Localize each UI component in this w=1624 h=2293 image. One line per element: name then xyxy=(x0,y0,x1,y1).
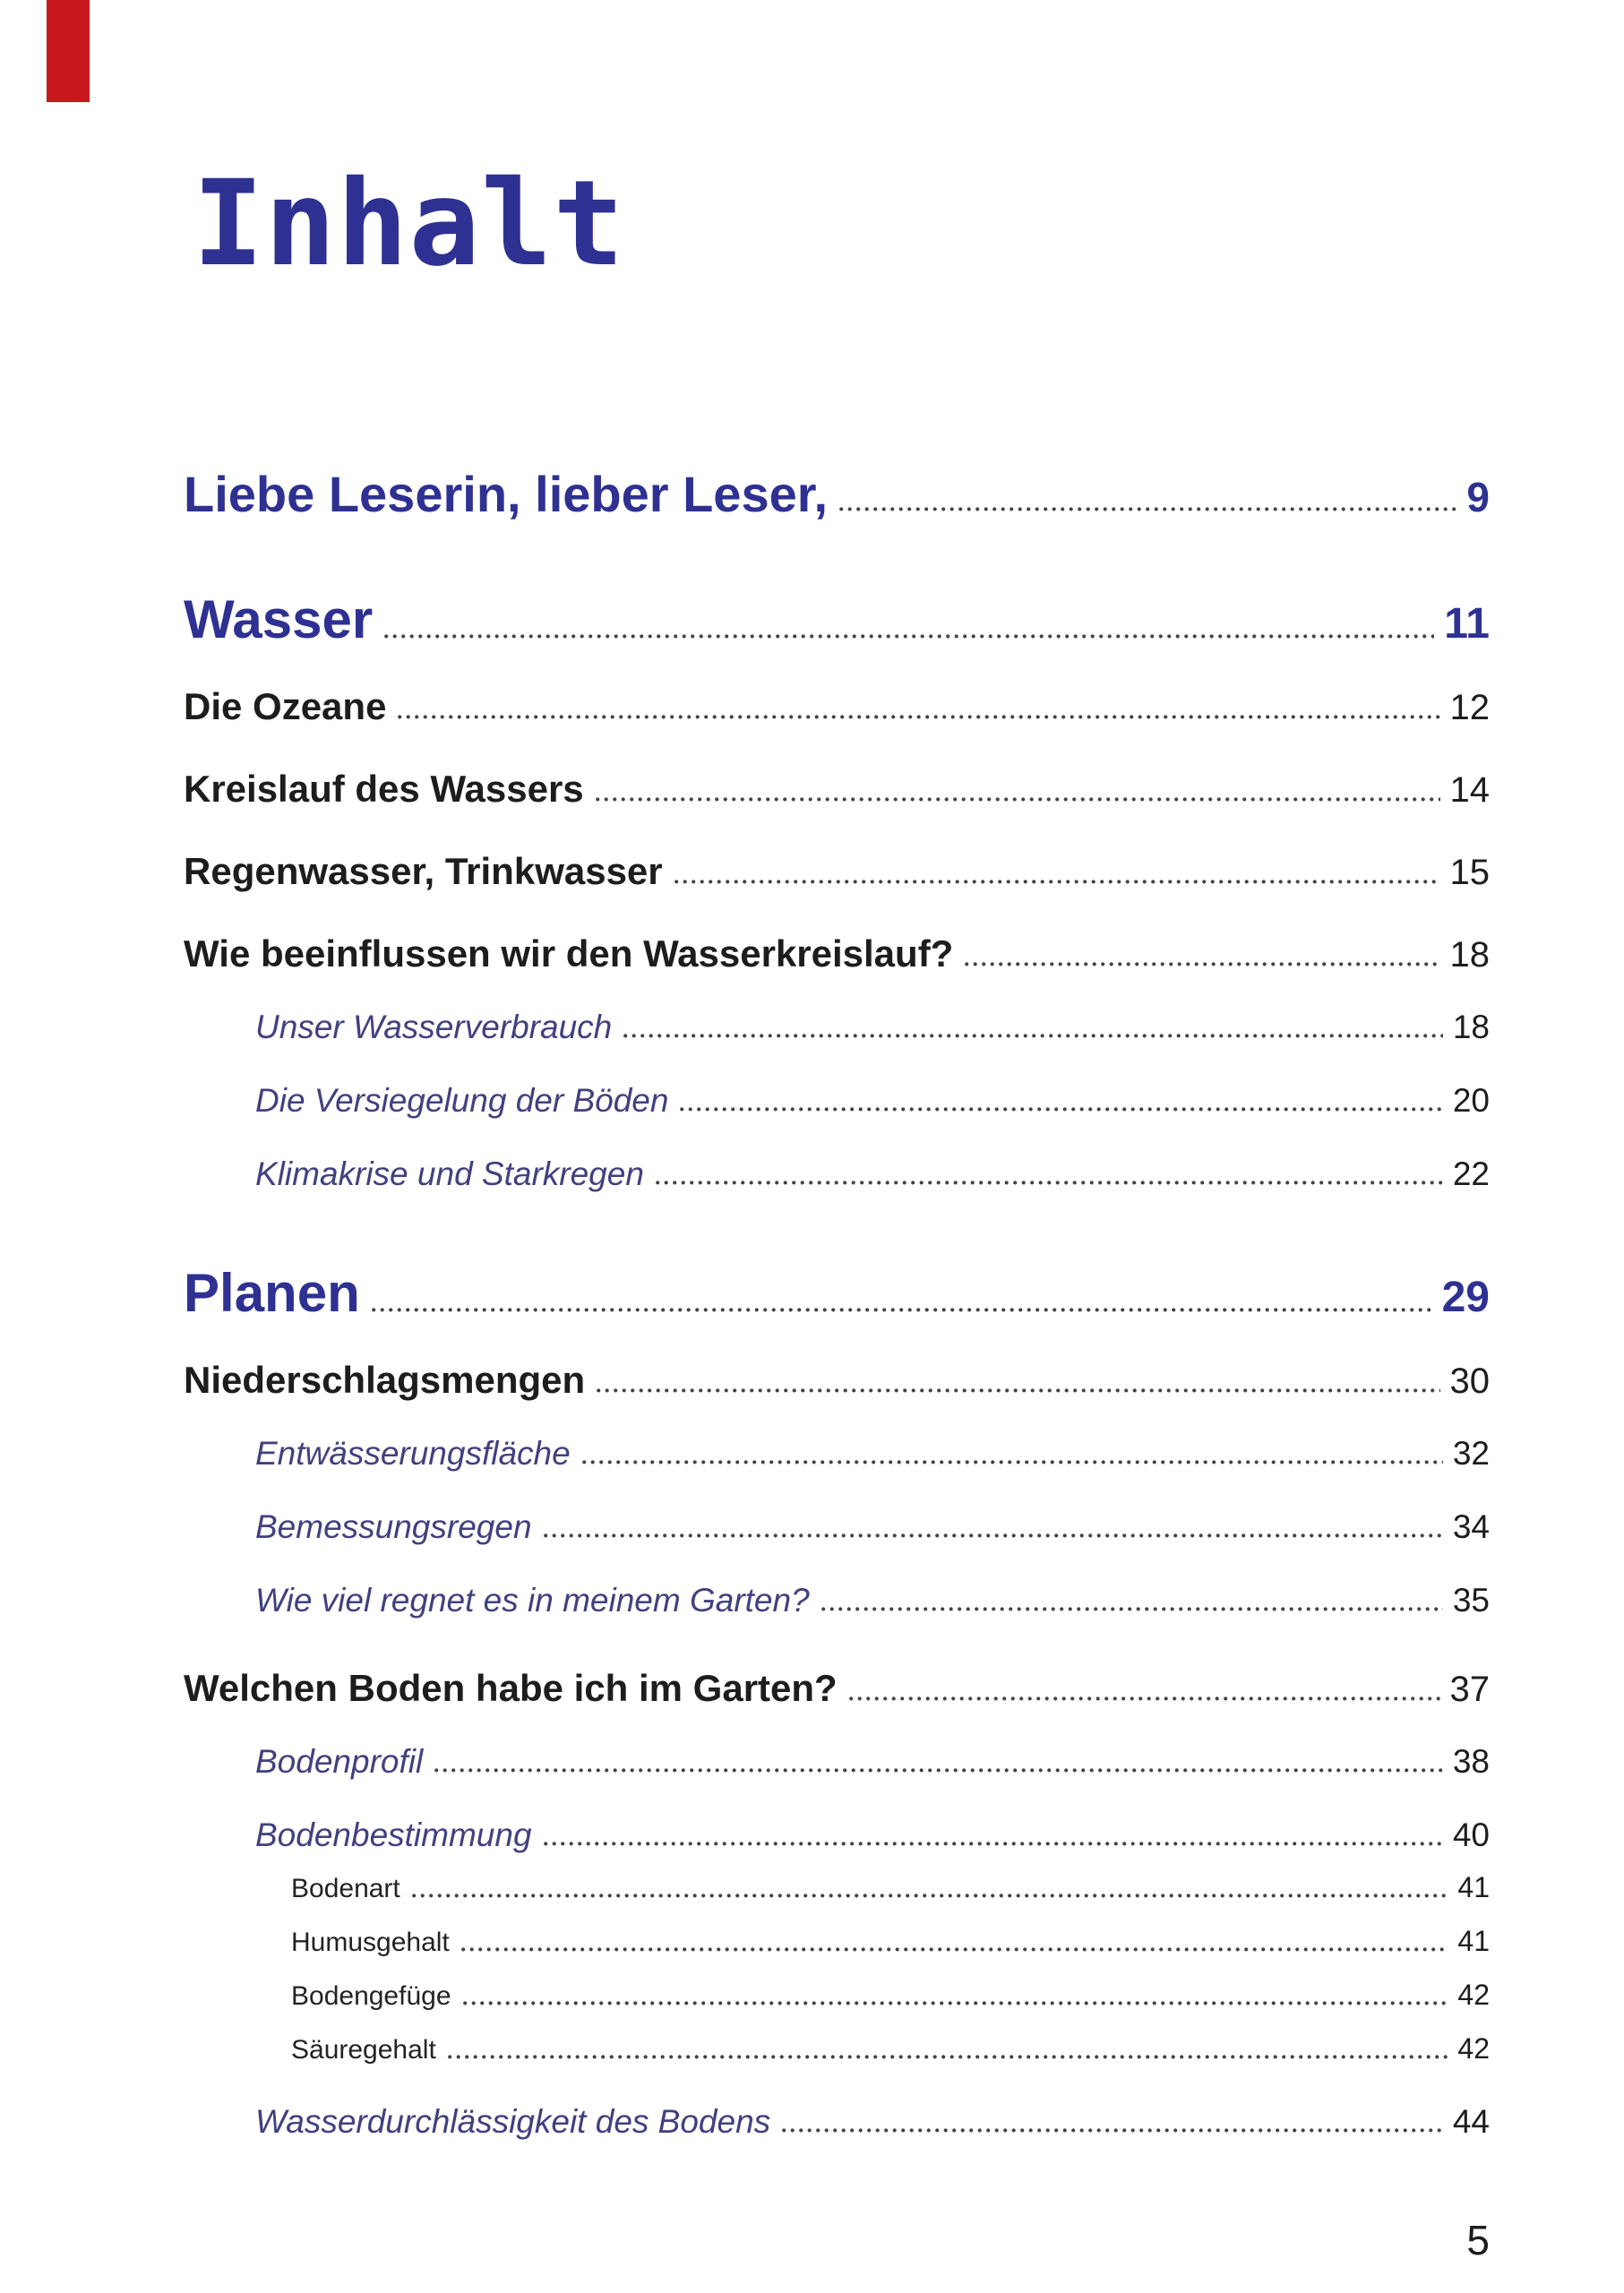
toc-entry[interactable] xyxy=(184,685,1490,727)
dotted-leader xyxy=(656,1181,1443,1185)
toc-entry-page: 34 xyxy=(1452,1508,1490,1545)
toc-entry-page: 42 xyxy=(1457,2032,1490,2065)
toc-entry-label: Die Versiegelung der Böden xyxy=(255,1082,669,1119)
toc-entry[interactable] xyxy=(184,1084,1490,1117)
dotted-leader xyxy=(849,1696,1440,1701)
toc-entry-label: Klimakrise und Starkregen xyxy=(255,1155,644,1192)
dotted-leader xyxy=(398,715,1439,719)
dotted-leader xyxy=(782,2128,1443,2133)
toc-entry-label: Regenwasser, Trinkwasser xyxy=(184,850,663,892)
dotted-leader xyxy=(597,1388,1439,1393)
toc-entry[interactable] xyxy=(184,466,1490,522)
toc-entry-label: Entwässerungsfläche xyxy=(255,1435,571,1472)
toc-entry-label: Säuregehalt xyxy=(291,2035,436,2065)
toc-entry-page: 32 xyxy=(1452,1435,1490,1472)
toc-entry[interactable] xyxy=(184,2105,1490,2138)
dotted-leader xyxy=(544,1842,1443,1846)
toc-entry[interactable] xyxy=(184,1584,1490,1617)
toc-entry-page: 14 xyxy=(1449,770,1490,810)
toc-entry-label: Wasserdurchlässigkeit des Bodens xyxy=(255,2103,771,2140)
toc-entry-page: 11 xyxy=(1444,600,1490,648)
dotted-leader xyxy=(372,1308,1432,1312)
dotted-leader xyxy=(463,2001,1448,2005)
dotted-leader xyxy=(623,1034,1443,1038)
toc-entry[interactable] xyxy=(184,770,1490,808)
toc-entry-page: 41 xyxy=(1457,1871,1490,1903)
toc-entry-page: 40 xyxy=(1452,1816,1490,1853)
toc-entry[interactable] xyxy=(184,1157,1490,1190)
toc-entry[interactable] xyxy=(184,1437,1490,1470)
dotted-leader xyxy=(412,1894,1448,1898)
toc-entry-label: Wasser xyxy=(184,589,374,649)
dotted-leader xyxy=(839,507,1456,511)
toc-entry[interactable] xyxy=(184,1927,1490,1956)
toc-entry-page: 18 xyxy=(1449,935,1490,975)
toc-entry-page: 38 xyxy=(1452,1743,1490,1780)
toc-entry-label: Bodenbestimmung xyxy=(255,1816,532,1853)
toc-entry-label: Welchen Boden habe ich im Garten? xyxy=(184,1667,838,1709)
dotted-leader xyxy=(384,634,1434,639)
toc-entry-label: Bodenprofil xyxy=(255,1743,424,1780)
toc-entry-page: 44 xyxy=(1452,2103,1490,2140)
toc-entry-label: Wie beeinflussen wir den Wasserkreislauf? xyxy=(184,932,954,975)
toc-entry-page: 22 xyxy=(1452,1155,1490,1192)
toc-entry[interactable] xyxy=(184,932,1490,975)
toc-entry[interactable] xyxy=(184,1010,1490,1043)
toc-entry-page: 30 xyxy=(1449,1361,1490,1401)
toc-entry-page: 15 xyxy=(1449,853,1490,892)
toc-entry-page: 37 xyxy=(1449,1670,1490,1709)
toc-entry-label: Humusgehalt xyxy=(291,1928,450,1957)
dotted-leader xyxy=(582,1460,1443,1464)
dotted-leader xyxy=(596,797,1440,802)
toc-entry[interactable] xyxy=(184,1873,1490,1902)
toc-entry-label: Kreislauf des Wassers xyxy=(184,768,584,810)
dotted-leader xyxy=(448,2055,1448,2059)
toc-entry-label: Planen xyxy=(184,1263,360,1323)
toc-entry-label: Bodengefüge xyxy=(291,1981,451,2011)
toc-entry-page: 9 xyxy=(1466,474,1490,520)
dotted-leader xyxy=(434,1768,1443,1773)
dotted-leader xyxy=(544,1533,1443,1538)
toc-entry-page: 12 xyxy=(1449,688,1490,727)
toc-entry-label: Niederschlagsmengen xyxy=(184,1359,586,1401)
toc-entry[interactable] xyxy=(184,1667,1490,1709)
toc-entry[interactable] xyxy=(184,2034,1490,2064)
toc-entry-page: 18 xyxy=(1452,1009,1490,1045)
toc-list xyxy=(184,466,1490,2140)
toc-entry-label: Liebe Leserin, lieber Leser, xyxy=(184,466,829,522)
toc-entry-label: Wie viel regnet es in meinem Garten? xyxy=(255,1582,810,1619)
toc-entry[interactable] xyxy=(184,1745,1490,1778)
toc-entry[interactable] xyxy=(184,1980,1490,2010)
toc-entry-label: Bemessungsregen xyxy=(255,1508,532,1545)
toc-entry[interactable] xyxy=(184,589,1490,649)
toc-entry[interactable] xyxy=(184,1263,1490,1323)
dotted-leader xyxy=(675,880,1440,884)
dotted-leader xyxy=(821,1607,1443,1611)
page-corner-red-tab xyxy=(47,0,90,102)
toc-entry-page: 41 xyxy=(1457,1925,1490,1957)
toc-entry-label: Die Ozeane xyxy=(184,685,387,727)
toc-entry-page: 20 xyxy=(1452,1082,1490,1119)
toc-entry-page: 42 xyxy=(1457,1979,1490,2011)
toc-entry[interactable] xyxy=(184,850,1490,892)
page-title: Inhalt xyxy=(193,155,625,293)
toc-entry[interactable] xyxy=(184,1510,1490,1543)
dotted-leader xyxy=(965,962,1439,966)
toc-entry-label: Unser Wasserverbrauch xyxy=(255,1009,613,1045)
dotted-leader xyxy=(461,1947,1448,1952)
toc-entry[interactable] xyxy=(184,1818,1490,1851)
page-number: 5 xyxy=(1466,2217,1490,2263)
toc-entry-page: 35 xyxy=(1452,1582,1490,1619)
dotted-leader xyxy=(680,1107,1442,1112)
toc-entry-label: Bodenart xyxy=(291,1874,400,1903)
toc-entry[interactable] xyxy=(184,1361,1490,1399)
toc-entry-page: 29 xyxy=(1441,1274,1490,1321)
